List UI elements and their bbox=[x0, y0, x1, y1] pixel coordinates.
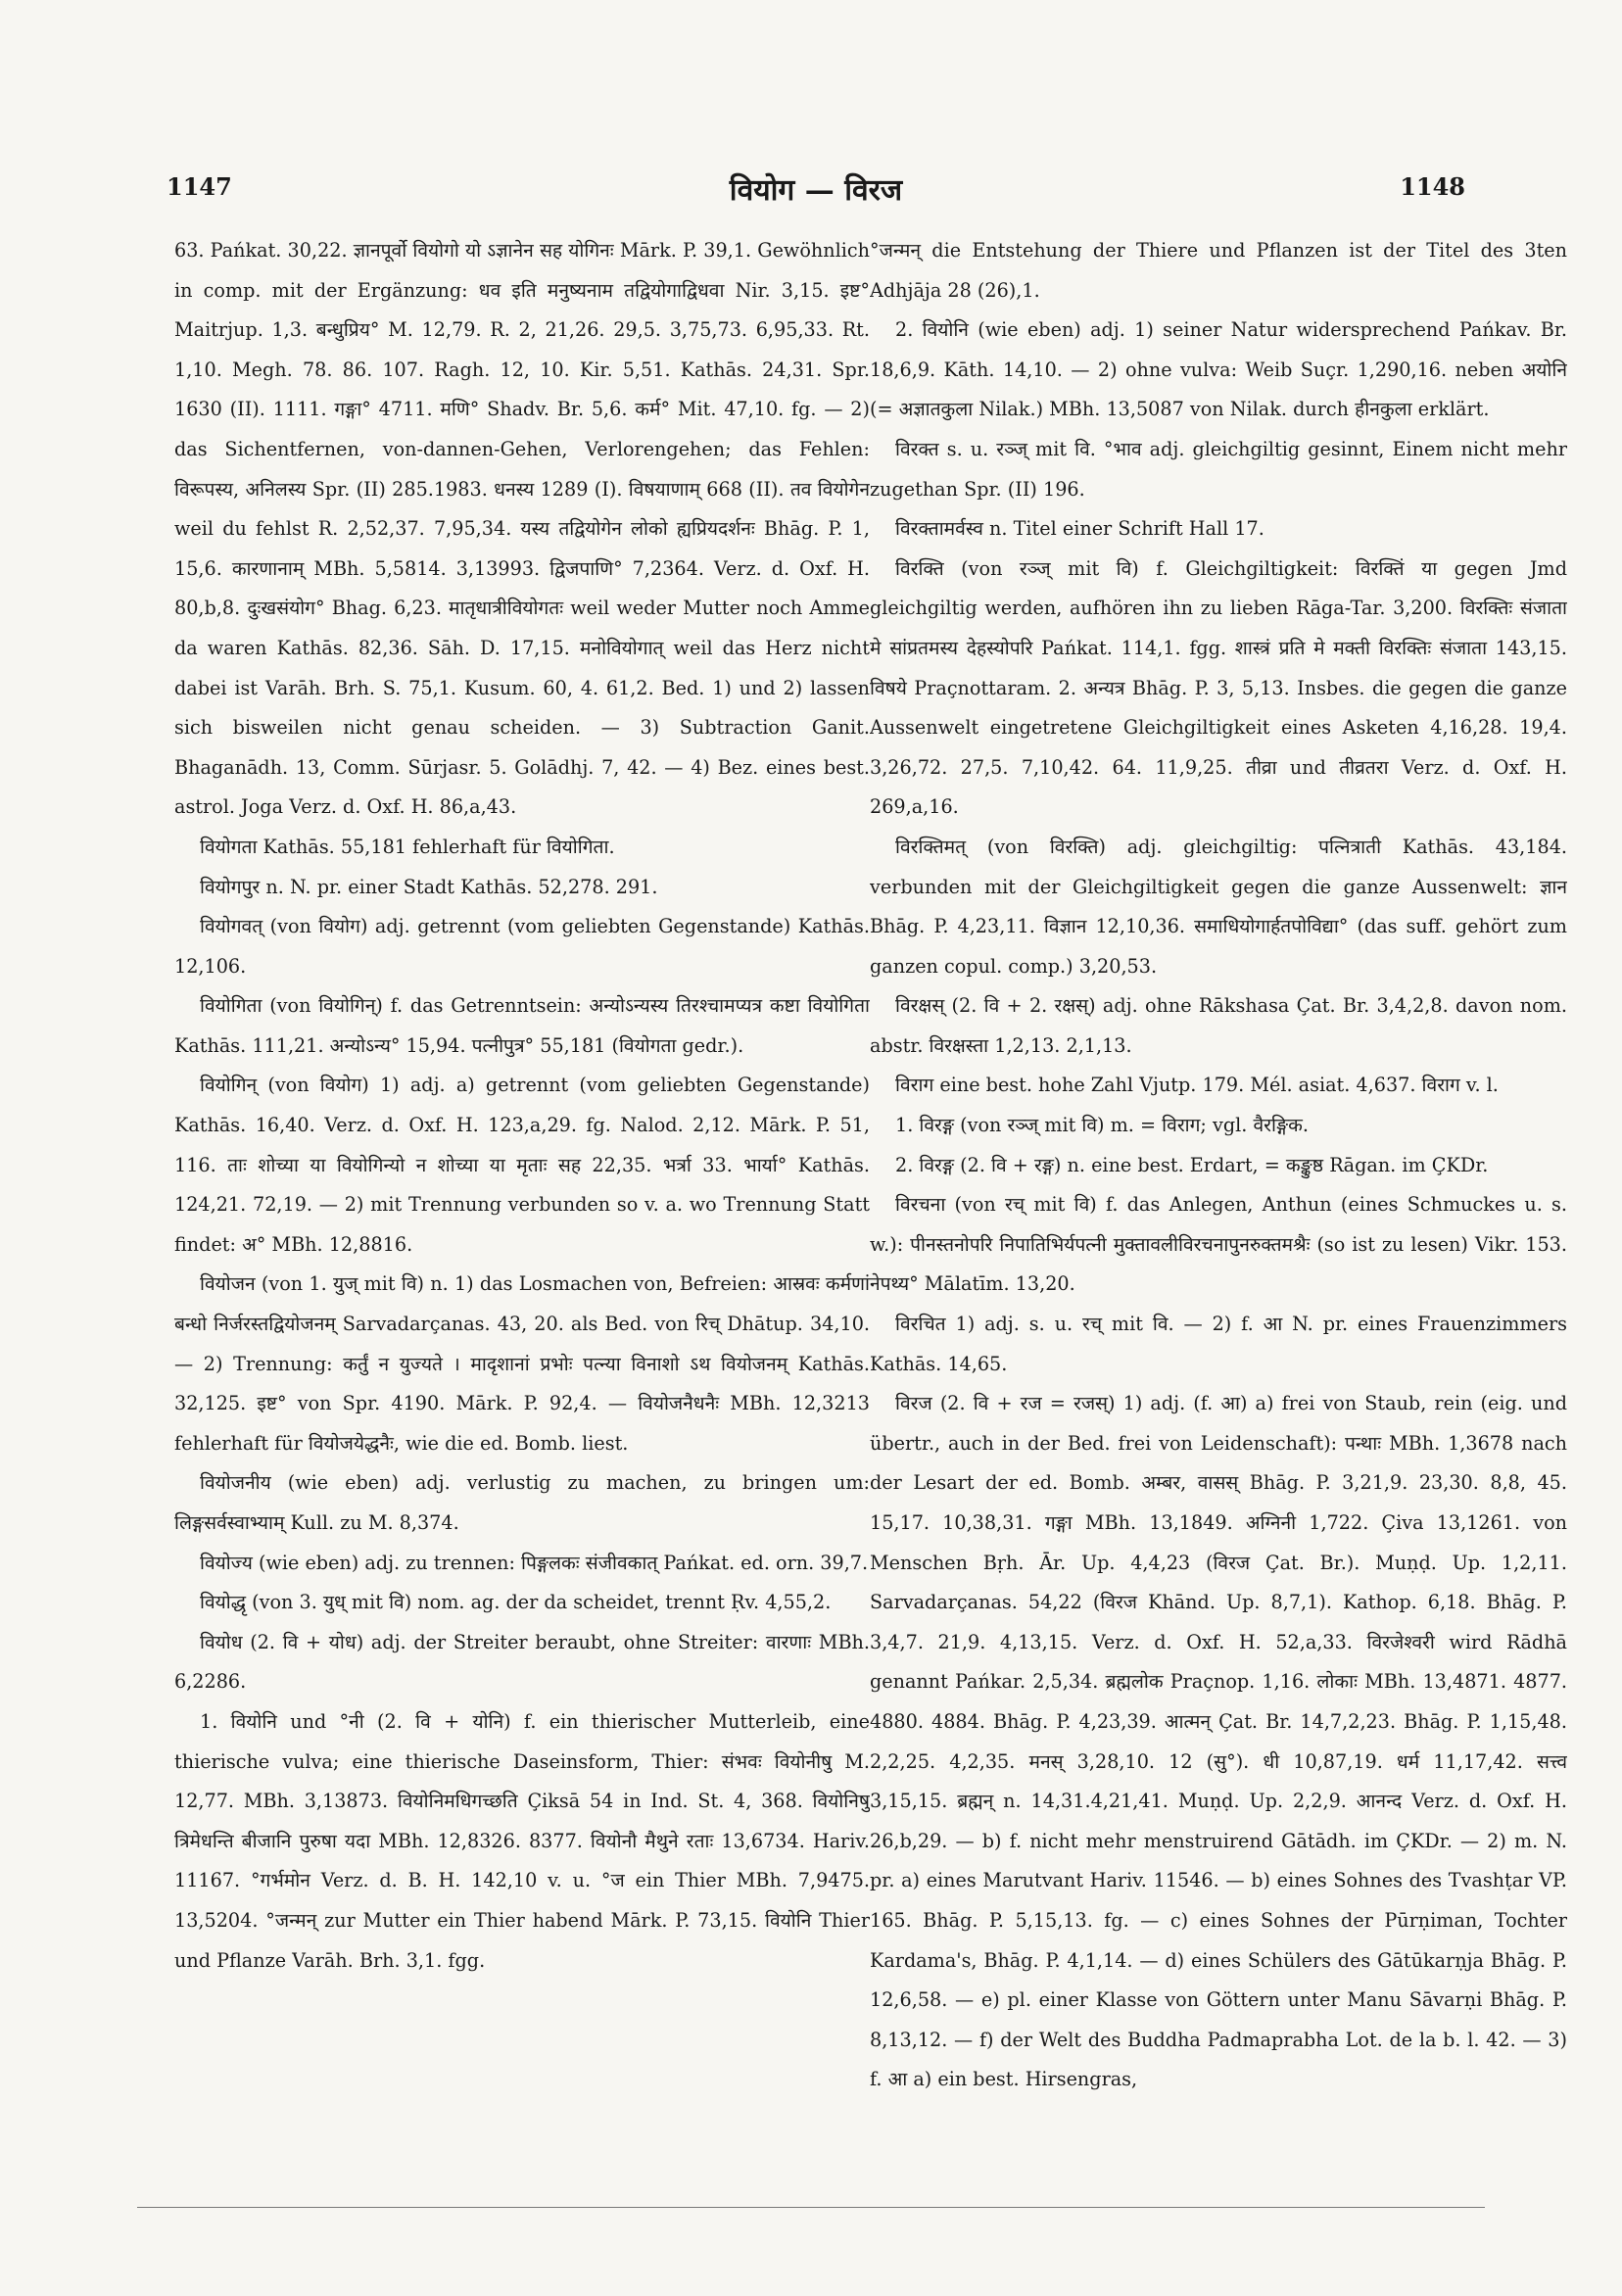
entry-paragraph: विरचना (von रच् mit वि) f. das Anlegen, Anthun (eines Schmuckes u. s. w.): पीनस्तनोपरि निपातिभिर्यपत्नी मुक्तावलीविरचनापुनरुक्तमश्रैः (so ist zu lesen) Vikr. 153. नेपथ्य° Mālatīm. 13,20. bbox=[870, 1193, 1567, 1296]
entry-paragraph: वियोजन (von 1. युज् mit वि) n. 1) das Losmachen von, Befreien: आस्रवः कर्मणां बन्धो निर्जरस्तद्वियोजनम् Sarvadarçanas. 43, 20. als Bed. von रिच् Dhātup. 34,10. — 2) Trennung: कर्तुं न युज्यते । मादृशानां प्रभोः पत्न्या विनाशो ऽथ वियोजनम् Kathās. 32,125. इष्ट° von Spr. 4190. Mārk. P. 92,4. — वियोजनैधनैः MBh. 12,3213 fehlerhaft für वियोजयेद्धनैः, wie die ed. Bomb. liest. bbox=[174, 1272, 870, 1455]
entry-paragraph: वियोद्धृ (von 3. युध् mit वि) nom. ag. der da scheidet, trennt Ṛv. 4,55,2. bbox=[200, 1591, 832, 1614]
entry-paragraph: विराग eine best. hohe Zahl Vjutp. 179. Mél. asiat. 4,637. विराग v. l. bbox=[895, 1074, 1499, 1097]
entry-paragraph: वियोजनीय (wie eben) adj. verlustig zu machen, zu bringen um: लिङ्गसर्वस्वाभ्याम् Kull. zu M. 8,374. bbox=[174, 1471, 870, 1534]
entry-paragraph: विरक्ति (von रञ्ज् mit वि) f. Gleichgiltigkeit: विरक्तिं या gegen Jmd gleichgiltig werden, aufhören ihn zu lieben Rāga-Tar. 3,200. विरक्तिः संजाता मे सांप्रतमस्य देहस्योपरि Pańkat. 114,1. fgg. शास्त्रं प्रति मे मक्ती विरक्तिः संजाता 143,15. विषये Praçnottaram. 2. अन्यत्र Bhāg. P. 3, 5,13. Insbes. die gegen die ganze Aussenwelt eingetretene Gleichgiltigkeit eines Asketen 4,16,28. 19,4. 3,26,72. 27,5. 7,10,42. 64. 11,9,25. तीव्रा und तीव्रतरा Verz. d. Oxf. H. 269,a,16. bbox=[870, 556, 1567, 819]
entry-paragraph: °जन्मन् die Entstehung der Thiere und Pflanzen ist der Titel des 3ten Adhjāja 28 (26),1. bbox=[870, 239, 1567, 302]
entry-paragraph: 1. वियोनि und °नी (2. वि + योनि) f. ein thierischer Mutterleib, eine thierische vulva; eine thierische Daseinsform, Thier: संभवः वियोनीषु M. 12,77. MBh. 3,13873. वियोनिमधिगच्छति Çiksā 54 in Ind. St. 4, 368. वियोनिषु त्रिमेधन्ति बीजानि पुरुषा यदा MBh. 12,8326. 8377. वियोनौ मैथुने रताः 13,6734. Hariv. 11167. °गर्भमोन Verz. d. B. H. 142,10 v. u. °ज ein Thier MBh. 7,9475. 13,5204. °जन्मन् zur Mutter ein Thier habend Mārk. P. 73,15. वियोनि Thier und Pflanze Varāh. Brh. 3,1. fgg. bbox=[174, 1709, 870, 1972]
page-header bbox=[167, 168, 1465, 217]
entry-paragraph: वियोगता Kathās. 55,181 fehlerhaft für वियोगिता. bbox=[200, 835, 615, 858]
entry-paragraph: वियोगपुर n. N. pr. einer Stadt Kathās. 52,278. 291. bbox=[200, 875, 658, 898]
entry-paragraph: 1. विरङ्ग (von रञ्ज् mit वि) m. = विराग; vgl. वैरङ्गिक. bbox=[895, 1114, 1309, 1137]
right-page-number: 1148 bbox=[1400, 172, 1465, 201]
entry-paragraph: विरक्तिमत् (von विरक्ति) adj. gleichgiltig: पत्नित्राती Kathās. 43,184. verbunden mit der Gleichgiltigkeit gegen die ganze Aussenwelt: ज्ञान Bhāg. P. 4,23,11. विज्ञान 12,10,36. समाधियोगार्हतपोविद्या° (das suff. gehört zum ganzen copul. comp.) 3,20,53. bbox=[870, 835, 1567, 978]
entry-paragraph: विरक्तामर्वस्व n. Titel einer Schrift Hall 17. bbox=[895, 517, 1264, 541]
entry-paragraph: विरचित 1) adj. s. u. रच् mit वि. — 2) f. आ N. pr. eines Frauenzimmers Kathās. 14,65. bbox=[870, 1313, 1567, 1375]
entry-paragraph: 2. वियोनि (wie eben) adj. 1) seiner Natur widersprechend Pańkav. Br. 18,6,9. Kāth. 14,10. — 2) ohne vulva: Weib Suçr. 1,290,16. neben अयोनि (= अज्ञातकुला Nilak.) MBh. 13,5087 von Nilak. durch हीनकुला erklärt. bbox=[870, 318, 1567, 421]
left-column bbox=[174, 231, 870, 2171]
entry-paragraph: वियोज्य (wie eben) adj. zu trennen: पिङ्गलकः संजीवकात् Pańkat. ed. orn. 39,7. bbox=[200, 1551, 869, 1574]
left-page-number: 1147 bbox=[167, 172, 232, 201]
bottom-rule bbox=[137, 2207, 1485, 2208]
entry-paragraph: विरज (2. वि + रज = रजस्) 1) adj. (f. आ) a) frei von Staub, rein (eig. und übertr., auch in der Bed. frei von Leidenschaft): पन्थाः MBh. 1,3678 nach der Lesart der ed. Bomb. अम्बर, वासस् Bhāg. P. 3,21,9. 23,30. 8,8, 45. 15,17. 10,38,31. गङ्गा MBh. 13,1849. अग्निनी 1,722. Çiva 13,1261. von Menschen Bṛh. Ār. Up. 4,4,23 (विरज Çat. Br.). Muṇḍ. Up. 1,2,11. Sarvadarçanas. 54,22 (विरज Khānd. Up. 8,7,1). Kathop. 6,18. Bhāg. P. 3,4,7. 21,9. 4,13,15. Verz. d. Oxf. H. 52,a,33. विरजेश्वरी wird Rādhā genannt Pańkar. 2,5,34. ब्रह्मलोक Praçnop. 1,16. लोकाः MBh. 13,4871. 4877. 4880. 4884. Bhāg. P. 4,23,39. आत्मन् Çat. Br. 14,7,2,23. Bhāg. P. 1,15,48. 2,2,25. 4,2,35. मनस् 3,28,10. 12 (सु°). धी 10,87,19. धर्म 11,17,42. सत्त्व 3,15,15. ब्रह्मन् n. 14,31.4,21,41. Muṇḍ. Up. 2,2,9. आनन्द Verz. d. Oxf. H. 26,b,29. — b) f. nicht mehr menstruirend Gātādh. im ÇKDr. — 2) m. N. pr. a) eines Marutvant Hariv. 11546. — b) eines Sohnes des Tvashṭar VP. 165. Bhāg. P. 5,15,13. fg. — c) eines Sohnes der Pūrṇiman, Tochter Kardama's, Bhāg. P. 4,1,14. — d) eines Schülers des Gātūkarṇja Bhāg. P. 12,6,58. — e) pl. einer Klasse von Göttern unter Manu Sāvarṇi Bhāg. P. 8,13,12. — f) der Welt des Buddha Padmaprabha Lot. de la b. l. 42. — 3) f. आ a) ein best. Hirsengras, bbox=[870, 1392, 1567, 2091]
entry-paragraph: विरक्त s. u. रञ्ज् mit वि. °भाव adj. gleichgiltig gesinnt, Einem nicht mehr zugethan Spr. (II) 196. bbox=[870, 437, 1567, 501]
entry-paragraph: 63. Pańkat. 30,22. ज्ञानपूर्वो वियोगो यो ऽज्ञानेन सह योगिनः Mārk. P. 39,1. Gewöhnlich in comp. mit der Ergänzung: धव इति मनुष्यनाम तद्वियोगाद्विधवा Nir. 3,15. इष्ट° Maitrjup. 1,3. बन्धुप्रिय° M. 12,79. R. 2, 21,26. 29,5. 3,75,73. 6,95,33. Rt. 1,10. Megh. 78. 86. 107. Ragh. 12, 10. Kir. 5,51. Kathās. 24,31. Spr. 1630 (II). 1111. गङ्गा° 4711. मणि° Shadv. Br. 5,6. कर्म° Mit. 47,10. fg. — 2) das Sichentfernen, von-dannen-Gehen, Verlorengehen; das Fehlen: विरूपस्य, अनिलस्य Spr. (II) 285.1983. धनस्य 1289 (I). विषयाणाम् 668 (II). तव वियोगेन weil du fehlst R. 2,52,37. 7,95,34. यस्य तद्वियोगेन लोको ह्यप्रियदर्शनः Bhāg. P. 1, 15,6. कारणानाम् MBh. 5,5814. 3,13993. द्विजपाणि° 7,2364. Verz. d. Oxf. H. 80,b,8. दुःखसंयोग° Bhag. 6,23. मातृधात्रीवियोगतः weil weder Mutter noch Amme da waren Kathās. 82,36. Sāh. D. 17,15. मनोवियोगात् weil das Herz nicht dabei ist Varāh. Brh. S. 75,1. Kusum. 60, 4. 61,2. Bed. 1) und 2) lassen sich bisweilen nicht genau scheiden. — 3) Subtraction Ganit. Bhaganādh. 13, Comm. Sūrjasr. 5. Golādhj. 7, 42. — 4) Bez. eines best. astrol. Joga Verz. d. Oxf. H. 86,a,43. bbox=[174, 239, 870, 819]
entry-paragraph: वियोगिन् (von वियोग) 1) adj. a) getrennt (vom geliebten Gegenstande) Kathās. 16,40. Verz. d. Oxf. H. 123,a,29. fg. Nalod. 2,12. Mārk. P. 51, 116. ताः शोच्या या वियोगिन्यो न शोच्या या मृताः सह 22,35. भर्त्रा 33. भार्या° Kathās. 124,21. 72,19. — 2) mit Trennung verbunden so v. a. wo Trennung Statt findet: अ° MBh. 12,8816. bbox=[174, 1074, 870, 1256]
entry-paragraph: वियोगवत् (von वियोग) adj. getrennt (vom geliebten Gegenstande) Kathās. 12,106. bbox=[174, 915, 870, 978]
entry-paragraph: विरक्षस् (2. वि + 2. रक्षस्) adj. ohne Rākshasa Çat. Br. 3,4,2,8. davon nom. abstr. विरक्षस्ता 1,2,13. 2,1,13. bbox=[870, 994, 1567, 1057]
right-column bbox=[870, 231, 1567, 2171]
entry-paragraph: वियोध (2. वि + योध) adj. der Streiter beraubt, ohne Streiter: वारणाः MBh. 6,2286. bbox=[174, 1630, 870, 1694]
entry-paragraph: 2. विरङ्ग (2. वि + रङ्ग) n. eine best. Erdart, = कङ्कुष्ठ Rāgan. im ÇKDr. bbox=[895, 1153, 1489, 1176]
entry-paragraph: वियोगिता (von वियोगिन्) f. das Getrenntsein: अन्योऽन्यस्य तिरश्चामप्यत्र कष्टा वियोगिता Kathās. 111,21. अन्योऽन्य° 15,94. पत्नीपुत्र° 55,181 (वियोगता gedr.). bbox=[174, 994, 870, 1057]
page-title: वियोग — विरज bbox=[729, 173, 903, 208]
